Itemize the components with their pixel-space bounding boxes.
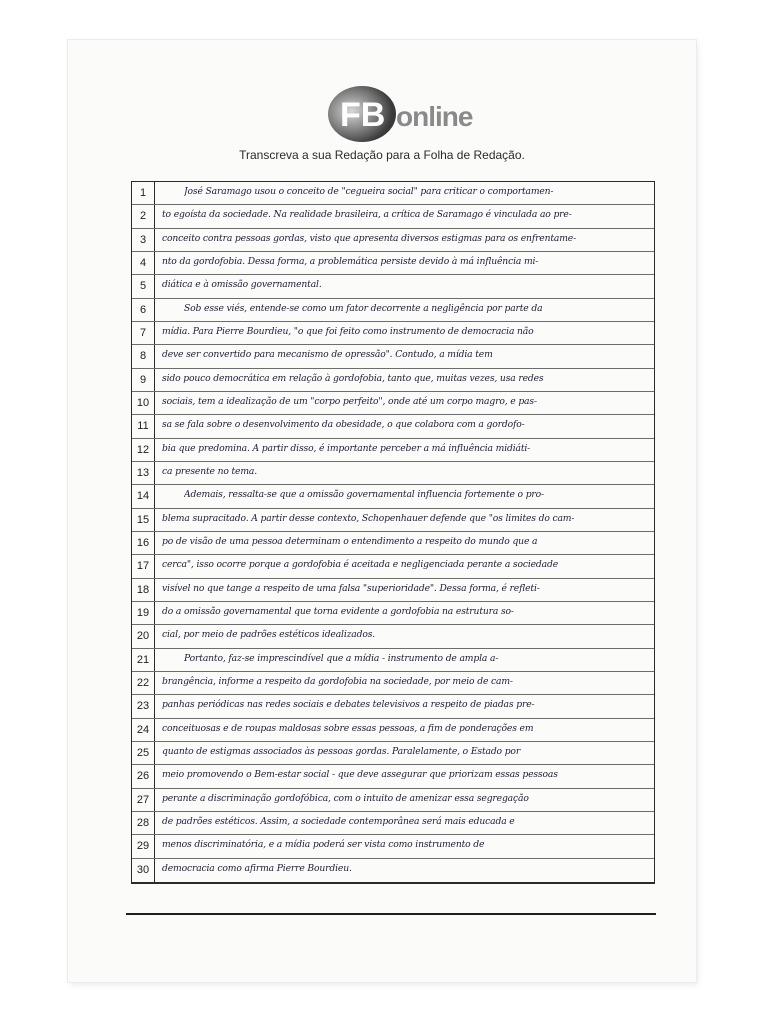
line-number: 25: [136, 747, 150, 759]
handwritten-line-text: bia que predomina. A partir disso, é importante perceber a má influência midiáti-: [162, 442, 531, 454]
line-number: 30: [136, 863, 150, 876]
sheet-line: [132, 275, 654, 298]
sheet-line: [132, 765, 654, 788]
sheet-line: [132, 322, 654, 345]
sheet-line: [132, 812, 654, 835]
line-number: 29: [136, 840, 150, 853]
handwritten-line-text: brangência, informe a respeito da gordofobia na sociedade, por meio de cam-: [162, 676, 513, 687]
lined-writing-grid: [131, 181, 655, 884]
handwritten-line-text: menos discriminatória, e a mídia poderá ser vista como instrumento de: [162, 839, 485, 851]
fb-online-logo: [318, 80, 538, 142]
handwritten-line-text: sociais, tem a idealização de um "corpo perfeito", onde até um corpo magro, e pas-: [162, 396, 537, 407]
sheet-line: [132, 345, 654, 368]
sheet-line: [132, 392, 654, 415]
line-number: 8: [139, 350, 147, 363]
line-number: 7: [139, 327, 147, 339]
sheet-line: [132, 602, 654, 625]
handwritten-line-text: conceito contra pessoas gordas, visto que apresenta diversos estigmas para os enfrentame-: [162, 232, 577, 244]
line-number: 14: [136, 490, 150, 503]
sheet-line: [132, 579, 654, 602]
line-number: 9: [139, 373, 147, 386]
sheet-line: [132, 649, 654, 672]
line-number: 2: [139, 210, 147, 223]
handwritten-line-text: sa se fala sobre o desenvolvimento da obesidade, o que colabora com a gordofo-: [162, 419, 525, 431]
logo-wordmark: online: [396, 101, 473, 132]
line-number: 24: [136, 723, 150, 736]
answer-sheet: [68, 40, 696, 982]
handwritten-line-text: de padrões estéticos. Assim, a sociedade contemporânea será mais educada e: [162, 816, 515, 827]
handwritten-line-text: blema supracitado. A partir desse contexto, Schopenhauer defende que "os limites do cam-: [162, 512, 575, 524]
handwritten-line-text: sido pouco democrática em relação à gordofobia, tanto que, muitas vezes, usa redes: [162, 372, 544, 384]
sheet-line: [132, 182, 654, 205]
logo-graphic: [318, 80, 538, 142]
line-number: 19: [136, 607, 150, 619]
sheet-line: [132, 719, 654, 742]
line-number: 21: [136, 653, 150, 666]
sheet-line: [132, 789, 654, 812]
line-number: 6: [139, 303, 147, 316]
sheet-line: [132, 742, 654, 765]
line-number: 18: [136, 583, 150, 596]
handwritten-line-text: Ademais, ressalta-se que a omissão governamental influencia fortemente o pro-: [184, 489, 545, 501]
line-number: 16: [136, 537, 150, 549]
handwritten-line-text: democracia como afirma Pierre Bourdieu.: [162, 862, 352, 874]
page-subtitle: Transcreva a sua Redação para a Folha de Redação.: [239, 148, 525, 162]
line-number: 22: [136, 677, 150, 689]
line-number: 12: [136, 443, 150, 456]
logo-letters: FB: [340, 96, 386, 134]
sheet-line: [132, 532, 654, 555]
sheet-line: [132, 462, 654, 485]
handwritten-line-text: Portanto, faz-se imprescindível que a mídia - instrumento de ampla a-: [184, 652, 499, 664]
handwritten-line-text: quanto de estigmas associados às pessoas gordas. Paralelamente, o Estado por: [162, 746, 521, 757]
handwritten-line-text: po de visão de uma pessoa determinam o entendimento a respeito do mundo que a: [162, 536, 538, 547]
line-number: 1: [139, 187, 147, 199]
line-number: 15: [136, 513, 150, 526]
handwritten-line-text: nto da gordofobia. Dessa forma, a problemática persiste devido à má influência mi-: [162, 256, 539, 267]
sheet-line: [132, 695, 654, 718]
handwritten-line-text: perante a discriminação gordofóbica, com o intuito de amenizar essa segregação: [162, 792, 529, 804]
handwritten-line-text: visível no que tange a respeito de uma falsa "superioridade". Dessa forma, é refleti-: [162, 582, 540, 594]
sheet-line: [132, 485, 654, 508]
line-number: 27: [136, 793, 150, 806]
handwritten-line-text: do a omissão governamental que torna evidente a gordofobia na estrutura so-: [162, 606, 514, 617]
handwritten-line-text: cial, por meio de padrões estéticos idealizados.: [162, 629, 376, 641]
bottom-rule: [126, 913, 656, 915]
line-number: 5: [139, 280, 147, 293]
handwritten-line-text: meio promovendo o Bem-estar social - que deve assegurar que priorizam essas pessoas: [162, 769, 558, 781]
sheet-line: [132, 415, 654, 438]
sheet-line: [132, 555, 654, 578]
handwritten-line-text: mídia. Para Pierre Bourdieu, "o que foi feito como instrumento de democracia não: [162, 326, 534, 337]
sheet-line: [132, 229, 654, 252]
handwritten-line-text: panhas periódicas nas redes sociais e debates televisivos a respeito de piadas pre-: [162, 699, 535, 711]
line-number: 28: [136, 817, 150, 829]
line-number: 23: [136, 700, 150, 713]
sheet-line: [132, 625, 654, 648]
sheet-line: [132, 835, 654, 858]
line-number: 26: [136, 770, 150, 783]
sheet-line: [132, 672, 654, 695]
sheet-line: [132, 205, 654, 228]
handwritten-line-text: cerca", isso ocorre porque a gordofobia é aceitada e negligenciada perante a sociedade: [162, 559, 559, 571]
sheet-line: [132, 509, 654, 532]
line-number: 10: [136, 397, 150, 409]
handwritten-line-text: ca presente no tema.: [162, 466, 257, 477]
line-number: 17: [136, 560, 150, 573]
sheet-line: [132, 299, 654, 322]
sheet-line: [132, 859, 654, 882]
sheet-line: [132, 252, 654, 275]
line-number: 4: [139, 257, 147, 269]
handwritten-line-text: José Saramago usou o conceito de "cegueira social" para criticar o comportamen-: [184, 186, 554, 197]
line-number: 20: [136, 630, 150, 643]
handwritten-line-text: Sob esse viés, entende-se como um fator decorrente a negligência por parte da: [184, 302, 543, 314]
line-number: 11: [137, 420, 149, 433]
handwritten-line-text: diática e à omissão governamental.: [162, 279, 322, 291]
line-number: 3: [139, 233, 147, 246]
sheet-line: [132, 439, 654, 462]
handwritten-line-text: to egoísta da sociedade. Na realidade brasileira, a crítica de Saramago é vinculada ao pre-: [162, 209, 572, 221]
line-number: 13: [136, 467, 150, 479]
handwritten-line-text: conceituosas e de roupas maldosas sobre essas pessoas, a fim de ponderações em: [162, 722, 534, 734]
handwritten-line-text: deve ser convertido para mecanismo de opressão". Contudo, a mídia tem: [162, 349, 493, 361]
sheet-line: [132, 369, 654, 392]
